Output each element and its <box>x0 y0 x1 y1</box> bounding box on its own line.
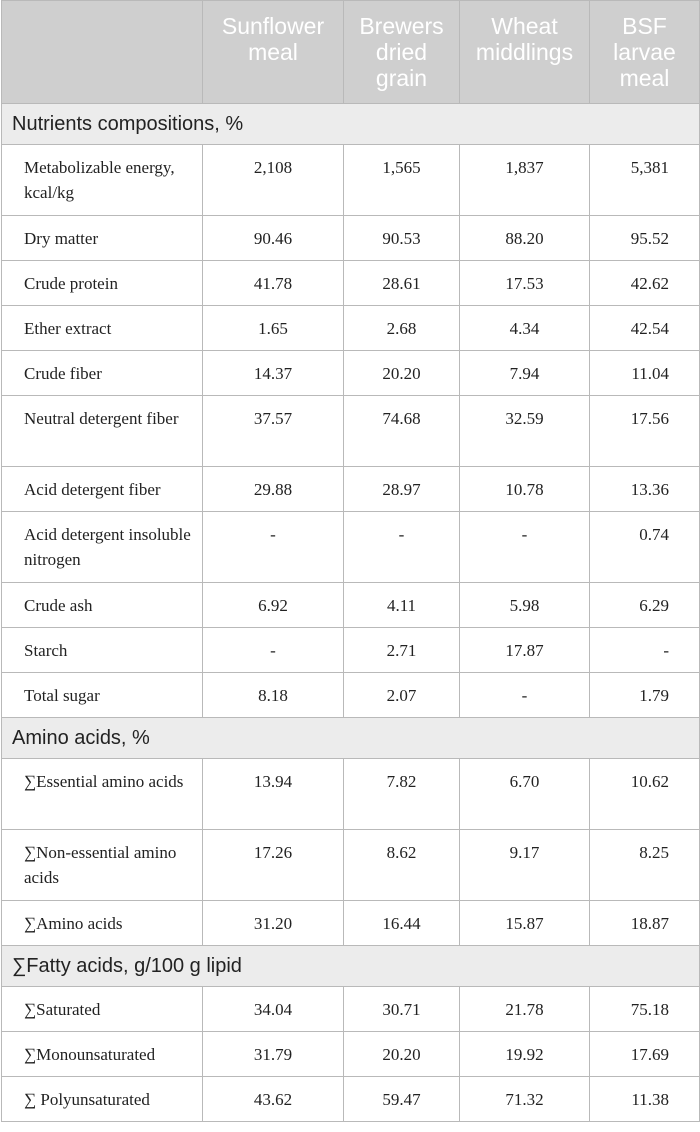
table-row <box>2 1032 700 1077</box>
header-sunflower-meal: Sunflower meal <box>203 1 344 104</box>
value-cell: 28.61 <box>344 261 460 306</box>
row-label: Metabolizable energy, kcal/kg <box>2 145 203 216</box>
header-brewers-dried-grain: Brewers dried grain <box>344 1 460 104</box>
row-label: Acid detergent insoluble nitrogen <box>2 512 203 583</box>
row-label: ∑Essential amino acids <box>2 759 203 830</box>
table-header <box>2 1 700 104</box>
row-label: Dry matter <box>2 216 203 261</box>
value-cell: 42.62 <box>590 261 700 306</box>
value-cell: 20.20 <box>344 1032 460 1077</box>
value-cell: - <box>203 628 344 673</box>
composition-table <box>1 0 700 1122</box>
value-cell: 34.04 <box>203 987 344 1032</box>
value-cell: 8.18 <box>203 673 344 718</box>
row-label: ∑Monounsaturated <box>2 1032 203 1077</box>
value-cell: 28.97 <box>344 467 460 512</box>
value-cell: - <box>460 673 590 718</box>
row-label: ∑Amino acids <box>2 901 203 946</box>
row-label: Ether extract <box>2 306 203 351</box>
value-cell: 37.57 <box>203 396 344 467</box>
value-cell: - <box>460 512 590 583</box>
value-cell: 4.34 <box>460 306 590 351</box>
value-cell: 2.07 <box>344 673 460 718</box>
value-cell: 95.52 <box>590 216 700 261</box>
value-cell: 17.56 <box>590 396 700 467</box>
row-label: ∑Non-essential amino acids <box>2 830 203 901</box>
value-cell: 16.44 <box>344 901 460 946</box>
value-cell: 11.38 <box>590 1077 700 1122</box>
table-row <box>2 830 700 901</box>
section-header-row <box>2 718 700 759</box>
table-row <box>2 583 700 628</box>
table-row <box>2 145 700 216</box>
table-row <box>2 216 700 261</box>
value-cell: 9.17 <box>460 830 590 901</box>
row-label: Neutral detergent fiber <box>2 396 203 467</box>
table-row <box>2 512 700 583</box>
section-title: ∑Fatty acids, g/100 g lipid <box>2 946 700 987</box>
value-cell: 13.94 <box>203 759 344 830</box>
value-cell: 17.69 <box>590 1032 700 1077</box>
value-cell: 2.71 <box>344 628 460 673</box>
section-header-row <box>2 946 700 987</box>
value-cell: 7.82 <box>344 759 460 830</box>
value-cell: 88.20 <box>460 216 590 261</box>
table-row <box>2 261 700 306</box>
table-row <box>2 628 700 673</box>
value-cell: 75.18 <box>590 987 700 1032</box>
value-cell: 2.68 <box>344 306 460 351</box>
header-row <box>2 1 700 104</box>
value-cell: 29.88 <box>203 467 344 512</box>
value-cell: 21.78 <box>460 987 590 1032</box>
value-cell: 41.78 <box>203 261 344 306</box>
row-label: Acid detergent fiber <box>2 467 203 512</box>
value-cell: 8.62 <box>344 830 460 901</box>
table-row <box>2 759 700 830</box>
value-cell: 5.98 <box>460 583 590 628</box>
table-body <box>2 104 700 1122</box>
value-cell: 74.68 <box>344 396 460 467</box>
value-cell: 13.36 <box>590 467 700 512</box>
value-cell: 1.65 <box>203 306 344 351</box>
value-cell: 1.79 <box>590 673 700 718</box>
header-corner <box>2 1 203 104</box>
table-row <box>2 351 700 396</box>
row-label: ∑Saturated <box>2 987 203 1032</box>
value-cell: 20.20 <box>344 351 460 396</box>
table-row <box>2 396 700 467</box>
row-label: Starch <box>2 628 203 673</box>
value-cell: 15.87 <box>460 901 590 946</box>
value-cell: 5,381 <box>590 145 700 216</box>
row-label: ∑ Polyunsaturated <box>2 1077 203 1122</box>
value-cell: 43.62 <box>203 1077 344 1122</box>
value-cell: 32.59 <box>460 396 590 467</box>
value-cell: 17.87 <box>460 628 590 673</box>
table-row <box>2 901 700 946</box>
value-cell: 90.46 <box>203 216 344 261</box>
value-cell: 2,108 <box>203 145 344 216</box>
value-cell: 18.87 <box>590 901 700 946</box>
value-cell: 10.78 <box>460 467 590 512</box>
value-cell: 7.94 <box>460 351 590 396</box>
value-cell: 30.71 <box>344 987 460 1032</box>
section-header-row <box>2 104 700 145</box>
section-title: Nutrients compositions, % <box>2 104 700 145</box>
value-cell: 17.53 <box>460 261 590 306</box>
table-row <box>2 987 700 1032</box>
table-row <box>2 673 700 718</box>
value-cell: 1,837 <box>460 145 590 216</box>
value-cell: 14.37 <box>203 351 344 396</box>
value-cell: 4.11 <box>344 583 460 628</box>
value-cell: 19.92 <box>460 1032 590 1077</box>
value-cell: 71.32 <box>460 1077 590 1122</box>
value-cell: - <box>344 512 460 583</box>
value-cell: 6.70 <box>460 759 590 830</box>
value-cell: 31.79 <box>203 1032 344 1077</box>
row-label: Crude protein <box>2 261 203 306</box>
value-cell: - <box>203 512 344 583</box>
header-wheat-middlings: Wheat middlings <box>460 1 590 104</box>
table-row <box>2 1077 700 1122</box>
header-bsf-larvae-meal: BSF larvae meal <box>590 1 700 104</box>
value-cell: 8.25 <box>590 830 700 901</box>
table-row <box>2 306 700 351</box>
row-label: Crude fiber <box>2 351 203 396</box>
table-row <box>2 467 700 512</box>
value-cell: 1,565 <box>344 145 460 216</box>
value-cell: 90.53 <box>344 216 460 261</box>
value-cell: - <box>590 628 700 673</box>
row-label: Crude ash <box>2 583 203 628</box>
section-title: Amino acids, % <box>2 718 700 759</box>
value-cell: 31.20 <box>203 901 344 946</box>
row-label: Total sugar <box>2 673 203 718</box>
value-cell: 6.92 <box>203 583 344 628</box>
value-cell: 0.74 <box>590 512 700 583</box>
value-cell: 59.47 <box>344 1077 460 1122</box>
value-cell: 17.26 <box>203 830 344 901</box>
value-cell: 6.29 <box>590 583 700 628</box>
value-cell: 10.62 <box>590 759 700 830</box>
value-cell: 42.54 <box>590 306 700 351</box>
value-cell: 11.04 <box>590 351 700 396</box>
